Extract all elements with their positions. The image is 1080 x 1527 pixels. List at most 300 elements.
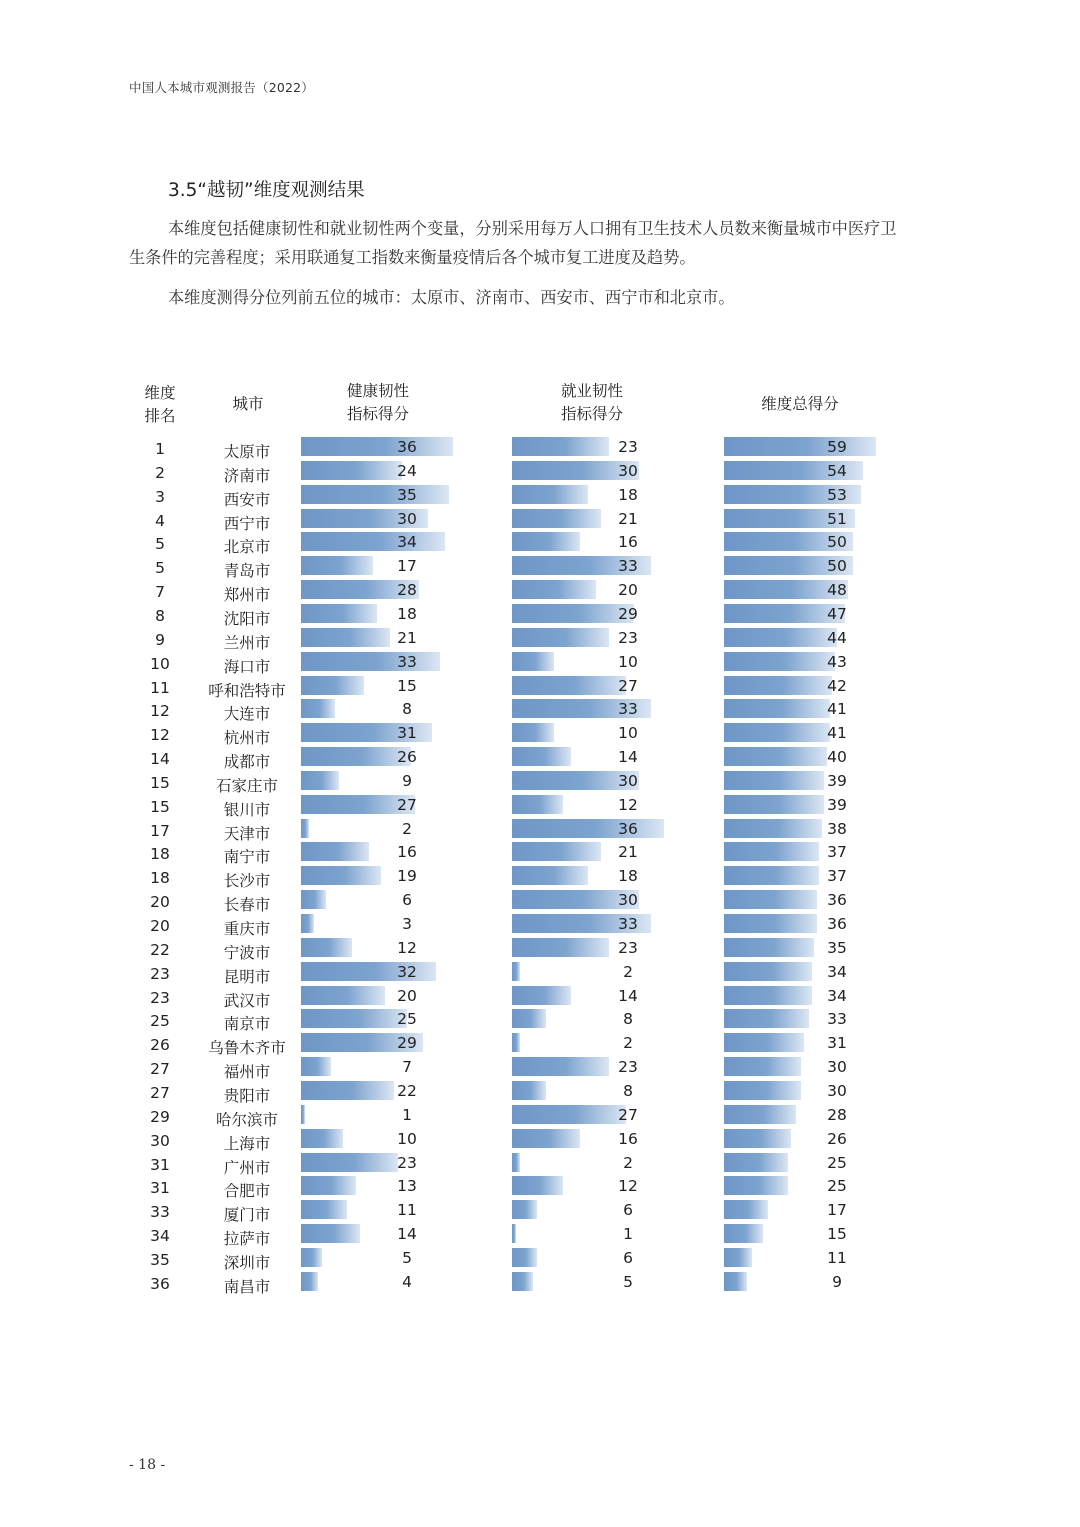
city-cell: 银川市	[223, 800, 271, 819]
city-cell: 兰州市	[223, 633, 271, 652]
rank-cell: 12	[150, 726, 170, 745]
health-bar	[301, 1105, 305, 1124]
header-employ-line1: 就业韧性	[560, 382, 623, 400]
table-row	[0, 628, 1080, 652]
total-value: 37	[827, 843, 847, 862]
employ-bar	[512, 1272, 533, 1291]
health-value: 6	[402, 891, 412, 910]
health-value: 28	[397, 581, 417, 600]
rank-cell: 12	[150, 702, 170, 721]
table-row	[0, 1009, 1080, 1033]
city-cell: 上海市	[223, 1134, 271, 1153]
employ-value: 30	[618, 891, 638, 910]
health-bar	[301, 938, 352, 957]
rank-cell: 5	[155, 559, 165, 578]
header-total: 维度总得分	[761, 395, 839, 413]
employ-value: 30	[618, 461, 638, 480]
total-value: 37	[827, 867, 847, 886]
city-cell: 昆明市	[223, 967, 271, 986]
total-value: 51	[827, 509, 847, 528]
rank-cell: 25	[150, 1012, 170, 1031]
health-bar	[301, 1224, 360, 1243]
health-value: 7	[402, 1058, 412, 1077]
header-employ-line2: 指标得分	[560, 405, 623, 423]
total-bar	[724, 938, 814, 957]
header-health-line2: 指标得分	[346, 405, 409, 423]
health-value: 26	[397, 748, 417, 767]
total-value: 34	[827, 962, 847, 981]
health-bar	[301, 1176, 356, 1195]
rank-cell: 9	[155, 630, 165, 649]
employ-bar	[512, 962, 520, 981]
total-value: 42	[827, 676, 847, 695]
health-bar	[301, 676, 364, 695]
employ-value: 14	[618, 986, 638, 1005]
total-value: 47	[827, 604, 847, 623]
health-bar	[301, 914, 314, 933]
total-bar	[724, 1272, 747, 1291]
table-row	[0, 532, 1080, 556]
table-row	[0, 723, 1080, 747]
total-value: 17	[827, 1201, 847, 1220]
city-cell: 长沙市	[223, 872, 271, 891]
city-cell: 广州市	[223, 1158, 271, 1177]
table-row	[0, 1129, 1080, 1153]
health-value: 33	[397, 652, 417, 671]
table-row	[0, 866, 1080, 890]
health-value: 13	[397, 1177, 417, 1196]
employ-value: 33	[618, 557, 638, 576]
employ-bar	[512, 986, 571, 1005]
employ-bar	[512, 1224, 516, 1243]
table-row	[0, 485, 1080, 509]
employ-bar	[512, 1176, 563, 1195]
health-value: 9	[402, 771, 412, 790]
health-bar	[301, 842, 369, 861]
rank-cell: 3	[155, 487, 165, 506]
health-bar	[301, 437, 453, 456]
employ-bar	[512, 842, 601, 861]
total-value: 28	[827, 1105, 847, 1124]
rank-cell: 34	[150, 1227, 170, 1246]
city-cell: 深圳市	[223, 1253, 271, 1272]
rank-cell: 30	[150, 1131, 170, 1150]
total-value: 44	[827, 628, 847, 647]
total-value: 54	[827, 461, 847, 480]
health-value: 18	[397, 604, 417, 623]
top-five-summary: 本维度测得分位列前五位的城市：太原市、济南市、西安市、西宁市和北京市。	[168, 288, 735, 307]
city-cell: 济南市	[223, 466, 271, 485]
health-value: 36	[397, 438, 417, 456]
city-cell: 南京市	[223, 1015, 271, 1034]
health-value: 34	[397, 533, 417, 552]
section-description: 本维度包括健康韧性和就业韧性两个变量，分别采用每万人口拥有卫生技术人员数来衡量城市中医疗卫生条件的完善程度；采用联通复工指数来衡量疫情后各个城市复工进度及趋势。	[129, 219, 897, 267]
health-value: 3	[402, 915, 412, 933]
city-cell: 南昌市	[223, 1277, 271, 1296]
rank-cell: 31	[150, 1179, 170, 1198]
city-cell: 长春市	[223, 896, 271, 915]
employ-value: 20	[618, 581, 638, 600]
health-bar	[301, 628, 390, 647]
city-cell: 天津市	[223, 824, 271, 843]
city-cell: 杭州市	[223, 729, 271, 748]
total-value: 53	[827, 485, 847, 504]
header-rank-line2: 排名	[144, 407, 176, 425]
rank-cell: 27	[150, 1083, 170, 1102]
employ-value: 2	[623, 1034, 633, 1053]
table-row	[0, 699, 1080, 723]
total-bar	[724, 1009, 809, 1028]
rank-cell: 10	[150, 654, 170, 673]
employ-bar	[512, 509, 601, 528]
employ-value: 36	[618, 819, 638, 838]
health-value: 15	[397, 676, 417, 695]
employ-value: 10	[618, 724, 638, 743]
health-bar	[301, 866, 381, 885]
employ-bar	[512, 1153, 520, 1172]
employ-bar	[512, 1009, 546, 1028]
table-row	[0, 1057, 1080, 1081]
table-row	[0, 938, 1080, 962]
total-bar	[724, 1057, 801, 1076]
health-value: 25	[397, 1010, 417, 1029]
employ-value: 18	[618, 485, 638, 504]
health-bar	[301, 771, 339, 790]
employ-bar	[512, 938, 609, 957]
total-value: 36	[827, 915, 847, 933]
table-row	[0, 1248, 1080, 1272]
city-cell: 太原市	[223, 443, 271, 461]
health-bar	[301, 556, 373, 575]
employ-value: 29	[618, 604, 638, 623]
total-bar	[724, 1033, 804, 1052]
total-bar	[724, 962, 812, 981]
city-cell: 石家庄市	[215, 776, 278, 795]
table-row	[0, 1200, 1080, 1224]
health-value: 1	[402, 1105, 412, 1124]
city-cell: 合肥市	[223, 1182, 271, 1201]
table-row	[0, 509, 1080, 533]
employ-value: 18	[618, 867, 638, 886]
header-city: 城市	[232, 395, 264, 413]
total-bar	[724, 1153, 788, 1172]
rank-cell: 2	[155, 463, 165, 482]
employ-value: 16	[618, 533, 638, 552]
header-health	[318, 380, 438, 426]
rank-cell: 15	[150, 797, 170, 816]
employ-value: 16	[618, 1129, 638, 1148]
employ-value: 2	[623, 962, 633, 981]
employ-value: 21	[618, 843, 638, 862]
total-value: 41	[827, 724, 847, 743]
total-value: 34	[827, 986, 847, 1005]
employ-bar	[512, 1057, 609, 1076]
rank-cell: 33	[150, 1203, 170, 1222]
total-bar	[724, 1081, 801, 1100]
rank-cell: 35	[150, 1250, 170, 1269]
rank-cell: 31	[150, 1155, 170, 1174]
rank-cell: 17	[150, 821, 170, 840]
city-cell: 海口市	[223, 657, 271, 676]
city-cell: 北京市	[223, 538, 271, 557]
health-bar	[301, 819, 309, 838]
employ-value: 27	[618, 1105, 638, 1124]
health-value: 29	[397, 1034, 417, 1053]
total-bar	[724, 723, 830, 742]
table-row	[0, 676, 1080, 700]
health-bar	[301, 1129, 343, 1148]
running-header: 中国人本城市观测报告（2022）	[129, 80, 315, 95]
total-bar	[724, 1200, 768, 1219]
total-bar	[724, 676, 832, 695]
rank-cell: 23	[150, 988, 170, 1007]
total-value: 33	[827, 1010, 847, 1029]
health-value: 10	[397, 1129, 417, 1148]
rank-cell: 23	[150, 964, 170, 983]
city-cell: 西宁市	[223, 514, 271, 533]
city-cell: 西安市	[223, 490, 271, 509]
rank-cell: 18	[150, 845, 170, 864]
table-row	[0, 461, 1080, 485]
total-bar	[724, 771, 824, 790]
health-value: 21	[397, 628, 417, 647]
health-value: 27	[397, 795, 417, 814]
total-value: 43	[827, 652, 847, 671]
table-row	[0, 1176, 1080, 1200]
total-value: 31	[827, 1034, 847, 1053]
rank-cell: 20	[150, 917, 170, 935]
health-value: 24	[397, 461, 417, 480]
table-row	[0, 604, 1080, 628]
city-cell: 大连市	[223, 705, 271, 724]
employ-value: 33	[618, 700, 638, 719]
city-cell: 南宁市	[223, 848, 271, 867]
total-value: 39	[827, 795, 847, 814]
employ-bar	[512, 532, 580, 551]
health-value: 8	[402, 700, 412, 719]
employ-bar	[512, 652, 554, 671]
header-rank	[130, 382, 190, 428]
city-cell: 呼和浩特市	[208, 681, 286, 700]
employ-bar	[512, 1200, 537, 1219]
employ-value: 23	[618, 1058, 638, 1077]
rank-cell: 8	[155, 606, 165, 625]
table-row	[0, 819, 1080, 843]
employ-bar	[512, 866, 588, 885]
table-row	[0, 962, 1080, 986]
total-value: 25	[827, 1153, 847, 1172]
table-row	[0, 437, 1080, 461]
health-bar	[301, 986, 385, 1005]
employ-value: 1	[623, 1225, 633, 1244]
table-row	[0, 1153, 1080, 1177]
total-bar	[724, 1176, 788, 1195]
health-bar	[301, 1153, 398, 1172]
total-value: 25	[827, 1177, 847, 1196]
total-bar	[724, 1129, 791, 1148]
city-cell: 重庆市	[223, 920, 271, 938]
section-title: 3.5“越韧”维度观测结果	[168, 180, 365, 201]
employ-value: 10	[618, 652, 638, 671]
city-cell: 福州市	[223, 1063, 271, 1082]
employ-bar	[512, 1248, 537, 1267]
employ-value: 33	[618, 915, 638, 933]
rank-cell: 11	[150, 678, 170, 697]
employ-value: 8	[623, 1010, 633, 1029]
total-bar	[724, 842, 819, 861]
table-row	[0, 556, 1080, 580]
table-row	[0, 795, 1080, 819]
city-cell: 宁波市	[223, 943, 271, 962]
rank-cell: 15	[150, 773, 170, 792]
rank-cell: 27	[150, 1060, 170, 1079]
city-cell: 乌鲁木齐市	[208, 1039, 286, 1058]
employ-value: 30	[618, 771, 638, 790]
total-value: 36	[827, 891, 847, 910]
rank-cell: 26	[150, 1036, 170, 1055]
city-cell: 武汉市	[223, 991, 271, 1010]
total-value: 41	[827, 700, 847, 719]
table-row	[0, 1081, 1080, 1105]
table-row	[0, 890, 1080, 914]
employ-value: 5	[623, 1272, 633, 1291]
employ-value: 23	[618, 628, 638, 647]
city-cell: 哈尔滨市	[215, 1110, 278, 1129]
city-cell: 成都市	[223, 753, 271, 772]
header-rank-line1: 维度	[144, 384, 176, 402]
health-value: 23	[397, 1153, 417, 1172]
table-row	[0, 914, 1080, 938]
rank-cell: 7	[155, 583, 165, 602]
total-value: 26	[827, 1129, 847, 1148]
health-value: 14	[397, 1225, 417, 1244]
health-value: 30	[397, 509, 417, 528]
total-value: 30	[827, 1058, 847, 1077]
table-row	[0, 842, 1080, 866]
rank-cell: 4	[155, 511, 165, 530]
health-bar	[301, 890, 326, 909]
total-bar	[724, 699, 830, 718]
employ-value: 12	[618, 795, 638, 814]
health-value: 32	[397, 962, 417, 981]
employ-bar	[512, 437, 609, 456]
total-value: 40	[827, 748, 847, 767]
total-value: 9	[832, 1272, 842, 1291]
employ-value: 8	[623, 1081, 633, 1100]
total-value: 38	[827, 819, 847, 838]
health-value: 2	[402, 819, 412, 838]
employ-bar	[512, 1033, 520, 1052]
rank-cell: 36	[150, 1274, 170, 1293]
employ-value: 6	[623, 1248, 633, 1267]
employ-value: 12	[618, 1177, 638, 1196]
health-bar	[301, 1272, 318, 1291]
health-value: 5	[402, 1248, 412, 1267]
table-row	[0, 1105, 1080, 1129]
total-value: 15	[827, 1225, 847, 1244]
health-bar	[301, 1200, 347, 1219]
header-health-line1: 健康韧性	[346, 382, 409, 400]
rank-cell: 1	[155, 440, 165, 458]
table-row	[0, 747, 1080, 771]
health-bar	[301, 1057, 331, 1076]
health-value: 35	[397, 485, 417, 504]
total-bar	[724, 819, 822, 838]
header-employ	[532, 380, 652, 426]
health-bar	[301, 1248, 322, 1267]
table-row	[0, 1272, 1080, 1296]
total-bar	[724, 866, 819, 885]
employ-value: 23	[618, 438, 638, 456]
total-bar	[724, 1248, 752, 1267]
health-value: 12	[397, 938, 417, 957]
total-bar	[724, 795, 824, 814]
health-value: 22	[397, 1081, 417, 1100]
employ-value: 27	[618, 676, 638, 695]
city-cell: 贵阳市	[223, 1086, 271, 1105]
city-cell: 厦门市	[223, 1206, 271, 1225]
rank-cell: 18	[150, 869, 170, 888]
table-row	[0, 1033, 1080, 1057]
employ-bar	[512, 1081, 546, 1100]
page-number: - 18 -	[129, 1457, 166, 1473]
city-cell: 沈阳市	[223, 609, 271, 628]
city-cell: 青岛市	[223, 562, 271, 581]
employ-bar	[512, 747, 571, 766]
total-value: 48	[827, 581, 847, 600]
total-bar	[724, 986, 812, 1005]
table-row	[0, 1224, 1080, 1248]
rank-cell: 5	[155, 535, 165, 554]
total-bar	[724, 1224, 763, 1243]
table-row	[0, 771, 1080, 795]
health-value: 31	[397, 724, 417, 743]
city-cell: 拉萨市	[223, 1230, 271, 1249]
total-bar	[724, 914, 817, 933]
employ-bar	[512, 795, 563, 814]
total-value: 30	[827, 1081, 847, 1100]
employ-value: 23	[618, 938, 638, 957]
health-bar	[301, 1081, 394, 1100]
health-value: 17	[397, 557, 417, 576]
rank-cell: 20	[150, 893, 170, 912]
health-value: 11	[397, 1201, 417, 1220]
health-bar	[301, 699, 335, 718]
rank-cell: 29	[150, 1107, 170, 1126]
rank-cell: 14	[150, 750, 170, 769]
total-value: 50	[827, 557, 847, 576]
employ-bar	[512, 1129, 580, 1148]
table-row	[0, 986, 1080, 1010]
employ-value: 21	[618, 509, 638, 528]
employ-bar	[512, 580, 596, 599]
total-value: 11	[827, 1248, 847, 1267]
health-value: 4	[402, 1272, 412, 1291]
total-value: 39	[827, 771, 847, 790]
total-value: 35	[827, 938, 847, 957]
health-value: 19	[397, 867, 417, 886]
total-bar	[724, 890, 817, 909]
employ-value: 14	[618, 748, 638, 767]
table-row	[0, 652, 1080, 676]
health-value: 20	[397, 986, 417, 1005]
employ-bar	[512, 628, 609, 647]
total-bar	[724, 1105, 796, 1124]
employ-value: 6	[623, 1201, 633, 1220]
health-bar	[301, 604, 377, 623]
health-value: 16	[397, 843, 417, 862]
rank-cell: 22	[150, 940, 170, 959]
